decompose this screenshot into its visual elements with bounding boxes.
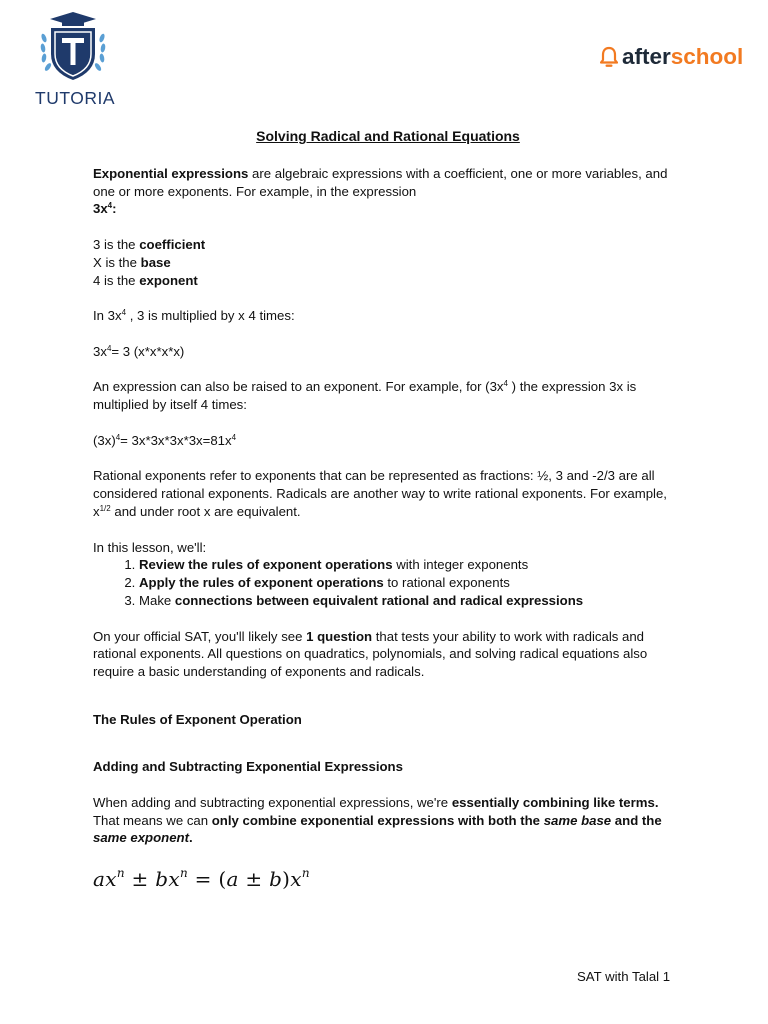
coefficient-line	[93, 236, 683, 254]
exponent-line	[93, 272, 683, 290]
eq1-pre: 3x	[93, 343, 107, 359]
document-body	[93, 128, 683, 892]
base-word: base	[140, 254, 171, 270]
adding-mid: That means we can	[93, 812, 212, 828]
mult-post: , 3 is multiplied by x 4 times:	[126, 308, 295, 324]
adding-bold3: and the	[611, 812, 662, 828]
tutoria-logo	[30, 10, 116, 110]
rational-post: and under root x are equivalent.	[110, 503, 301, 519]
sat-pre: On your official SAT, you'll likely see	[93, 628, 307, 644]
exp-word: exponent	[139, 272, 198, 288]
formula-b: b	[155, 867, 169, 892]
lesson-intro: In this lesson, we'll:	[93, 539, 207, 555]
afterschool-text-dark: after	[622, 44, 671, 69]
list-item	[139, 574, 683, 592]
eq2-mid: = 3x*3x*3x*3x=81x	[120, 432, 232, 448]
formula-a2: a	[226, 867, 239, 892]
intro-text: are algebraic expressions with a coefficient, one or more variables, and one or more exponents. For example, in the expression	[93, 165, 668, 199]
example-exp: 4	[107, 201, 113, 211]
formula-eq: = (	[187, 867, 227, 892]
rational-paragraph	[93, 467, 683, 520]
adding-bold2: only combine exponential expressions with both the	[211, 812, 544, 828]
list-item-rest: with integer exponents	[392, 557, 529, 573]
eq2-sup2: 4	[231, 432, 237, 442]
raise-post: ) the expression 3x is multiplied by itself 4 times:	[93, 379, 637, 413]
list-item-bold: connections between equivalent rational and radical expressions	[174, 592, 584, 608]
example-base: 3x	[93, 201, 108, 217]
formula-x2: x	[168, 867, 180, 892]
adding-bold1: essentially combining like terms.	[451, 794, 659, 810]
example-expression	[93, 200, 683, 218]
tutoria-brand-text: TUTORIA	[35, 88, 115, 108]
formula-x3: x	[290, 867, 302, 892]
raise-sup: 4	[503, 379, 508, 389]
sat-paragraph	[93, 628, 683, 681]
mult-sup: 4	[121, 308, 127, 318]
section-heading: The Rules of Exponent Operation	[93, 711, 302, 727]
intro-bold: Exponential expressions	[93, 165, 249, 181]
equation-2	[93, 432, 683, 450]
exp-pre: 4 is the	[93, 272, 140, 288]
equation-1	[93, 343, 683, 361]
list-item	[139, 592, 683, 610]
lesson-list	[93, 556, 683, 609]
eq1-post: = 3 (x*x*x*x)	[111, 343, 185, 359]
raise-paragraph	[93, 378, 683, 414]
formula-n3: n	[301, 866, 310, 881]
formula-pm1: ±	[124, 867, 156, 892]
base-line	[93, 254, 683, 272]
multiply-line	[93, 307, 683, 325]
formula-close: )	[282, 867, 291, 892]
list-item	[139, 556, 683, 574]
raise-pre: An expression can also be raised to an exponent. For example, for (3x	[93, 379, 504, 395]
rational-pre: Rational exponents refer to exponents that can be represented as fractions: ½, 3 and -2/3 are all considered rational exponents. Radicals are another way to write rational exponents. For example, x	[93, 468, 667, 519]
page-footer: SAT with Talal 1	[577, 969, 671, 984]
bell-icon	[600, 46, 618, 68]
eq2-pre: (3x)	[93, 432, 116, 448]
afterschool-text-accent: school	[670, 44, 744, 69]
list-item-bold: Apply the rules of exponent operations	[139, 575, 384, 591]
formula-add-subtract	[93, 866, 683, 892]
coef-word: coefficient	[139, 236, 206, 252]
adding-pre: When adding and subtracting exponential expressions, we're	[93, 794, 452, 810]
page-title: Solving Radical and Rational Equations	[256, 128, 520, 144]
formula-x1: x	[105, 867, 117, 892]
list-item-rest: to rational exponents	[383, 575, 510, 591]
list-item-pre: Make	[139, 592, 175, 608]
mult-pre: In 3x	[93, 308, 122, 324]
adding-italic1: same base	[543, 812, 612, 828]
formula-b2: b	[269, 867, 283, 892]
sat-bold: 1 question	[306, 628, 373, 644]
subsection-heading: Adding and Subtracting Exponential Expressions	[93, 759, 403, 775]
eq2-sup: 4	[115, 432, 121, 442]
formula-pm2: ±	[238, 867, 270, 892]
adding-italic2: same exponent	[93, 830, 190, 846]
formula-a: a	[93, 867, 106, 892]
base-pre: X is the	[93, 254, 141, 270]
rational-sup: 1/2	[99, 503, 111, 513]
list-item-bold: Review the rules of exponent operations	[139, 557, 393, 573]
tutoria-shield-icon	[38, 10, 108, 82]
sat-post: that tests your ability to work with radicals and rational exponents. All questions on quadratics, polynomials, and solving radical equations also require a basic understanding of exponents and radicals.	[93, 628, 648, 680]
afterschool-logo	[600, 42, 743, 72]
intro-paragraph	[93, 165, 683, 201]
coef-pre: 3 is the	[93, 236, 140, 252]
formula-n2: n	[179, 866, 188, 881]
example-colon: :	[112, 201, 117, 217]
eq1-sup: 4	[106, 343, 112, 353]
adding-end: .	[189, 830, 193, 846]
formula-n1: n	[116, 866, 125, 881]
adding-paragraph	[93, 794, 683, 847]
